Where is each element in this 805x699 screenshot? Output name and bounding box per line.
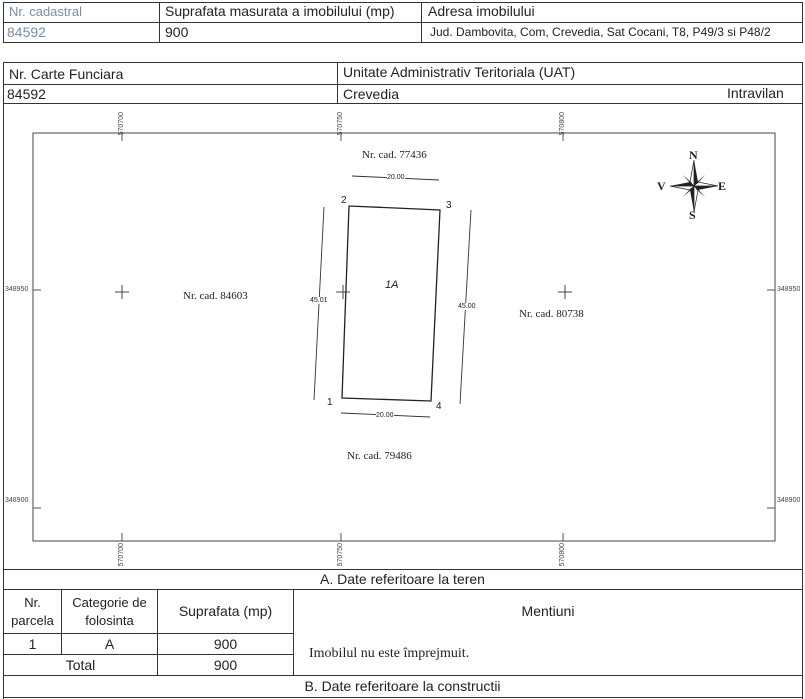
row-surface: 900 <box>213 635 238 652</box>
compass-s: S <box>689 208 696 222</box>
dimension-left: 45.01 <box>310 297 328 304</box>
header-mentions: Mentiuni <box>521 603 575 620</box>
header-surface: Suprafata (mp) <box>178 603 273 620</box>
dimension-bottom: 20.00 <box>376 412 394 419</box>
grid-label-top-mid: 570750 <box>337 112 344 136</box>
carte-label: Nr. Carte Funciara <box>9 66 124 82</box>
parcel-polygon <box>342 206 440 401</box>
neighbor-west: Nr. cad. 84603 <box>183 290 248 302</box>
dimension-top: 20.00 <box>387 174 405 181</box>
compass-e: E <box>718 179 727 193</box>
row-category: A <box>104 635 115 652</box>
neighbor-north: Nr. cad. 77436 <box>362 149 427 161</box>
section-a-title: A. Date referitoare la teren <box>320 571 485 588</box>
cadastral-value: 84592 <box>7 24 46 40</box>
grid-label-left-lower: 348900 <box>5 497 29 504</box>
grid-label-bottom-mid: 570750 <box>337 543 344 567</box>
grid-label-left-upper: 348950 <box>5 286 29 293</box>
row-parcel: 1 <box>28 635 37 652</box>
compass-w: V <box>657 179 666 193</box>
grid-label-top-left: 570700 <box>118 112 125 136</box>
vertex-3: 3 <box>446 200 452 211</box>
grid-label-top-right: 570800 <box>559 112 566 136</box>
zone-value: Intravilan <box>727 85 784 101</box>
carte-value: 84592 <box>7 86 46 102</box>
grid-label-bottom-left: 570700 <box>118 543 125 567</box>
total-value: 900 <box>213 656 238 673</box>
grid-label-right-upper: 348950 <box>777 286 801 293</box>
uat-label: Unitate Administrativ Teritoriala (UAT) <box>343 64 576 80</box>
vertex-2: 2 <box>341 195 347 206</box>
dimension-right: 45.00 <box>458 303 476 310</box>
total-label: Total <box>65 656 96 673</box>
compass-rose-icon <box>660 150 740 222</box>
parcel-label: 1A <box>385 279 399 291</box>
dimension-lines <box>314 176 471 417</box>
header-category: Categorie de folosinta <box>72 594 147 628</box>
grid-label-right-lower: 348900 <box>777 497 801 504</box>
surface-value: 900 <box>165 24 189 40</box>
address-label: Adresa imobilului <box>428 3 535 19</box>
header-parcel: Nr. parcela <box>11 594 54 628</box>
compass-n: N <box>689 148 698 162</box>
neighbor-south: Nr. cad. 79486 <box>347 450 412 462</box>
address-value: Jud. Dambovita, Com, Crevedia, Sat Cocani, T8, P49/3 si P48/2 <box>430 25 771 39</box>
neighbor-east: Nr. cad. 80738 <box>519 308 584 320</box>
uat-value: Crevedia <box>343 86 400 102</box>
cadastral-label: Nr. cadastral <box>9 4 82 19</box>
surface-label: Suprafata masurata a imobilului (mp) <box>165 3 395 19</box>
section-b-title: B. Date referitoare la constructii <box>304 678 501 695</box>
vertex-1: 1 <box>327 397 333 408</box>
grid-label-bottom-right: 570800 <box>559 543 566 567</box>
mention-text: Imobilul nu este împrejmuit. <box>309 646 470 661</box>
vertex-4: 4 <box>436 401 442 412</box>
